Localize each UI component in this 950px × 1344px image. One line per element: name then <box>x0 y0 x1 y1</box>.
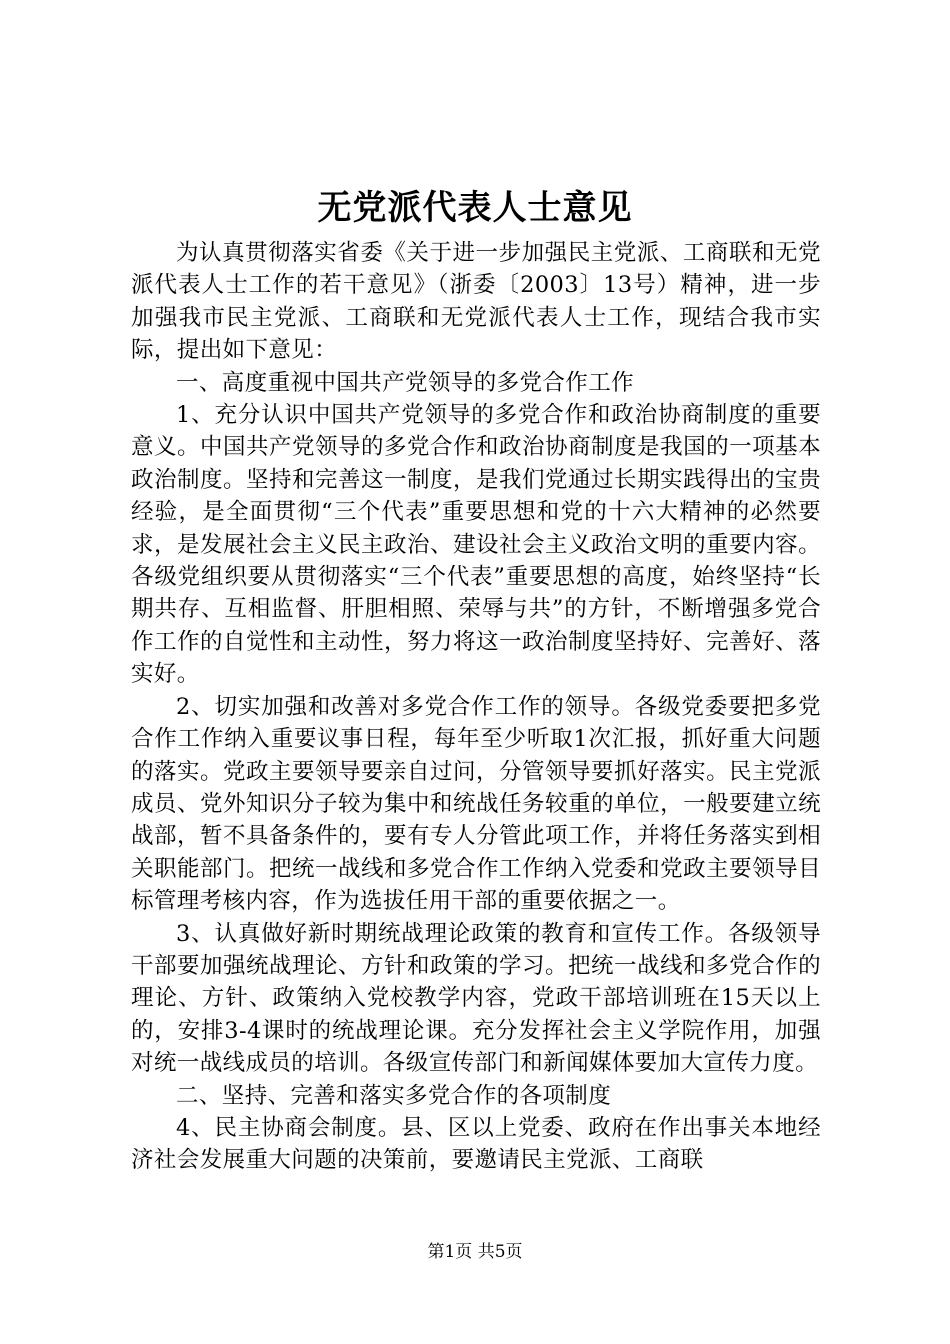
paragraph-item-4: 4、民主协商会制度。县、区以上党委、政府在作出事关本地经济社会发展重大问题的决策前，要邀请民主党派、工商联 <box>131 1114 821 1174</box>
document-body <box>131 237 821 1177</box>
paragraph-item-1: 1、充分认识中国共产党领导的多党合作和政治协商制度的重要意义。中国共产党领导的多党合作和政治协商制度是我国的一项基本政治制度。坚持和完善这一制度，是我们党通过长期实践得出的宝贵经验，是全面贯彻“三个代表”重要思想和党的十六大精神的必然要求，是发展社会主义民主政治、建设社会主义政治文明的重要内容。各级党组织要从贯彻落实“三个代表”重要思想的高度，始终坚持“长期共存、互相监督、肝胆相照、荣辱与共”的方针，不断增强多党合作工作的自觉性和主动性，努力将这一政治制度坚持好、完善好、落实好。 <box>131 402 821 688</box>
section-heading-1: 一、高度重视中国共产党领导的多党合作工作 <box>176 369 635 396</box>
document-title: 无党派代表人士意见 <box>317 188 633 228</box>
paragraph-intro: 为认真贯彻落实省委《关于进一步加强民主党派、工商联和无党派代表人士工作的若干意见》（浙委〔2003〕13号）精神，进一步加强我市民主党派、工商联和无党派代表人士工作，现结合我市实际，提出如下意见： <box>131 240 821 364</box>
paragraph-item-3: 3、认真做好新时期统战理论政策的教育和宣传工作。各级领导干部要加强统战理论、方针和政策的学习。把统一战线和多党合作的理论、方针、政策纳入党校教学内容，党政干部培训班在15天以上的，安排3-4课时的统战理论课。充分发挥社会主义学院作用，加强对统一战线成员的培训。各级宣传部门和新闻媒体要加大宣传力度。 <box>131 920 821 1077</box>
section-heading-2: 二、坚持、完善和落实多党合作的各项制度 <box>176 1082 612 1109</box>
page-number-footer: 第1页 共5页 <box>427 1242 523 1262</box>
paragraph-item-2: 2、切实加强和改善对多党合作工作的领导。各级党委要把多党合作工作纳入重要议事日程，每年至少听取1次汇报，抓好重大问题的落实。党政主要领导要亲自过问，分管领导要抓好落实。民主党派成员、党外知识分子较为集中和统战任务较重的单位，一般要建立统战部，暂不具备条件的，要有专人分管此项工作，并将任务落实到相关职能部门。把统一战线和多党合作工作纳入党委和党政主要领导目标管理考核内容，作为选拔任用干部的重要依据之一。 <box>131 693 821 915</box>
